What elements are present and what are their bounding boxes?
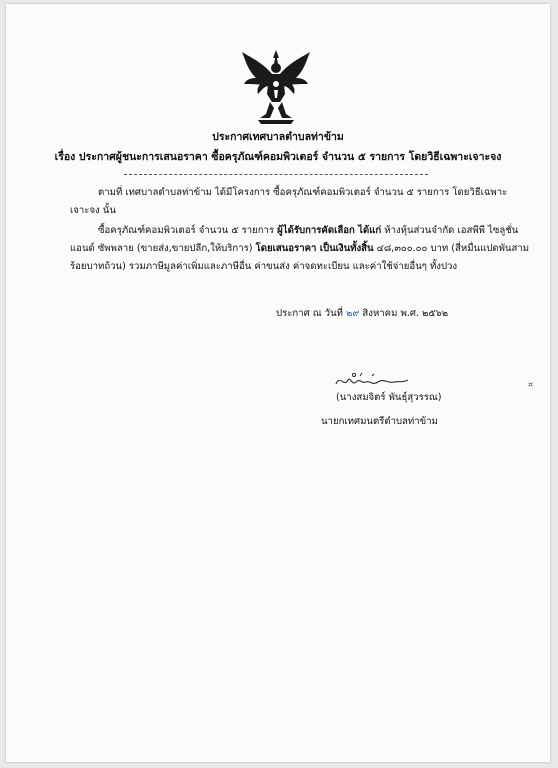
margin-mark: ¤ bbox=[528, 380, 534, 389]
signer-position: นายกเทศมนตรีตำบลท่าข้าม bbox=[321, 416, 438, 427]
signer-name: (นางสมจิตร์ พันธุ์สุวรรณ) bbox=[336, 392, 442, 403]
date-month-year: สิงหาคม พ.ศ. ๒๕๖๒ bbox=[359, 308, 449, 319]
announcement-heading: ประกาศเทศบาลตำบลท่าข้าม bbox=[212, 131, 344, 143]
document-page bbox=[6, 4, 550, 762]
paragraph-2-line-1 bbox=[98, 222, 518, 240]
selected-label: ผู้ได้รับการคัดเลือก ได้แก่ bbox=[277, 225, 382, 236]
date-day: ๒๙ bbox=[346, 308, 360, 319]
paragraph-1-line-2: เจาะจง นั้น bbox=[70, 205, 116, 216]
vendor-name-part-2: แอนด์ ซัพพลาย (ขายส่ง,ขายปลีก,ให้บริการ) bbox=[70, 243, 256, 254]
date-prefix: ประกาศ ณ วันที่ bbox=[276, 308, 346, 319]
paragraph-2-line-3: ร้อยบาทถ้วน) รวมภาษีมูลค่าเพิ่มและภาษีอื่น ค่าขนส่ง ค่าจดทะเบียน และค่าใช้จ่ายอื่นๆ ทั้งปวง bbox=[70, 261, 458, 272]
signature-scribble-icon bbox=[332, 370, 412, 392]
offer-label: โดยเสนอราคา เป็นเงินทั้งสิ้น bbox=[255, 243, 374, 254]
announcement-subject: เรื่อง ประกาศผู้ชนะการเสนอราคา ซื้อครุภัณฑ์คอมพิวเตอร์ จำนวน ๕ รายการ โดยวิธีเฉพาะเจาะจง bbox=[54, 151, 502, 163]
announcement-date bbox=[276, 306, 448, 321]
dashed-divider bbox=[124, 174, 428, 175]
garuda-emblem-icon bbox=[236, 48, 316, 128]
offer-amount: ๔๘,๓๐๐.๐๐ บาท (สี่หมื่นแปดพันสาม bbox=[373, 243, 530, 254]
paragraph-2-line-2 bbox=[70, 240, 529, 258]
paragraph-1-line-1: ตามที่ เทศบาลตำบลท่าข้าม ได้มีโครงการ ซื้อครุภัณฑ์คอมพิวเตอร์ จำนวน ๕ รายการ โดยวิธีเฉพาะ bbox=[98, 187, 508, 198]
purchase-text: ซื้อครุภัณฑ์คอมพิวเตอร์ จำนวน ๕ รายการ bbox=[98, 225, 278, 236]
vendor-name-part-1: ห้างหุ้นส่วนจำกัด เอสพีพี ไซลูชั่น bbox=[381, 225, 519, 236]
